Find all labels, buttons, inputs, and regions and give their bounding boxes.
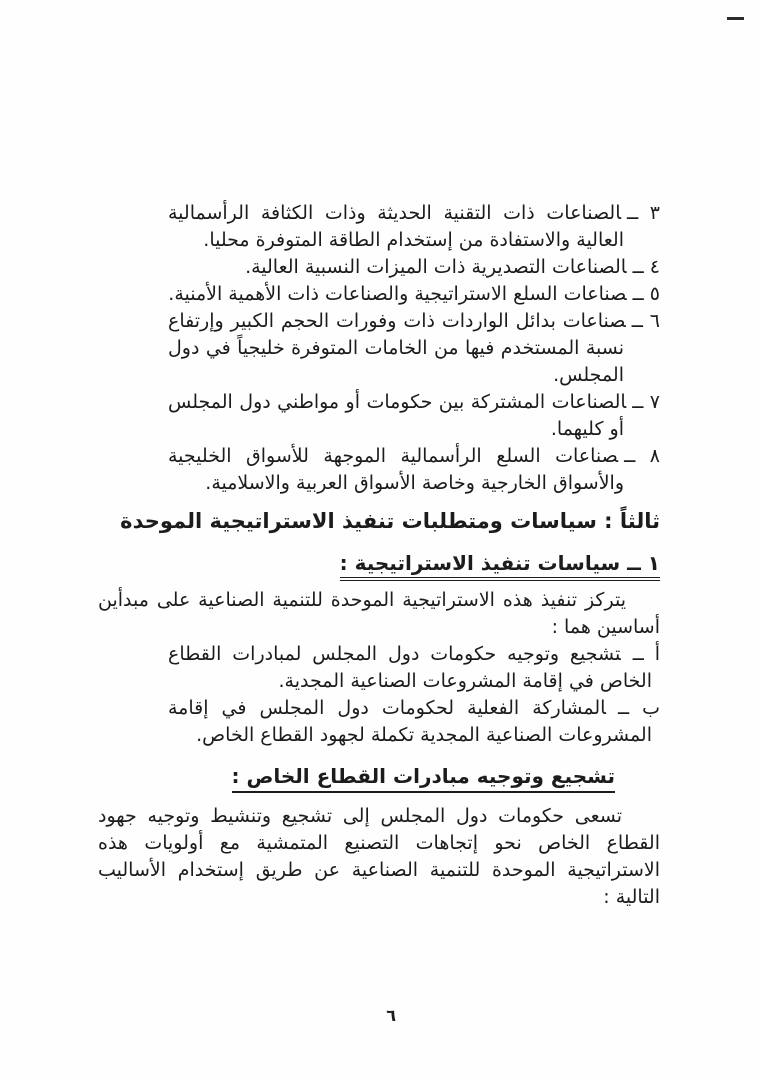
policies-subheading-text: ١ ــ سياسات تنفيذ الاستراتيجية : xyxy=(340,551,660,581)
list-item xyxy=(168,200,660,254)
item-marker: ٦ ــ xyxy=(631,310,660,332)
list-item xyxy=(168,281,660,308)
principle-marker: أ ــ xyxy=(632,643,660,665)
principle-text: تشجيع وتوجيه حكومات دول المجلس لمبادرات القطاع الخاص في إقامة المشروعات الصناعية المجدية. xyxy=(168,643,652,692)
policies-subheading xyxy=(98,549,660,577)
page-number: ٦ xyxy=(386,1006,396,1025)
list-item xyxy=(168,389,660,443)
item-text: الصناعات ذات التقنية الحديثة وذات الكثافة الرأسمالية العالية والاستفادة من إستخدام الطاقة المتوفرة محليا. xyxy=(168,202,624,251)
item-text: صناعات السلع الرأسمالية الموجهة للأسواق الخليجية والأسواق الخارجية وخاصة الأسواق العربية والاسلامية. xyxy=(168,445,624,494)
principle-item xyxy=(168,695,660,749)
numbered-list xyxy=(98,200,660,497)
item-marker: ٧ ــ xyxy=(632,391,660,413)
item-text: صناعات السلع الاستراتيجية والصناعات ذات الأهمية الأمنية. xyxy=(168,283,627,305)
principle-marker: ب ــ xyxy=(617,697,660,719)
item-text: الصناعات التصديرية ذات الميزات النسبية العالية. xyxy=(245,256,627,278)
closing-paragraph: تسعى حكومات دول المجلس إلى تشجيع وتنشيط وتوجيه جهود القطاع الخاص نحو إتجاهات التصنيع المتمشية مع أولويات هذه الاستراتيجية الموحدة للتنمية الصناعية عن طريق إستخدام الأساليب التالية : xyxy=(98,805,660,908)
intro-paragraph: يتركز تنفيذ هذه الاستراتيجية الموحدة للتنمية الصناعية على مبدأين أساسين هما : xyxy=(98,589,660,638)
item-marker: ٤ ــ xyxy=(632,256,660,278)
item-marker: ٨ ــ xyxy=(624,445,660,467)
item-text: الصناعات المشتركة بين حكومات أو مواطني دول المجلس أو كليهما. xyxy=(168,391,627,440)
private-sector-heading xyxy=(98,761,615,791)
principle-item xyxy=(168,641,660,695)
section-heading: ثالثاً : سياسات ومتطلبات تنفيذ الاستراتيجية الموحدة xyxy=(120,509,660,533)
list-item xyxy=(168,308,660,389)
list-item xyxy=(168,443,660,497)
corner-dash-mark xyxy=(727,17,744,20)
body-content xyxy=(98,0,660,911)
item-marker: ٥ ــ xyxy=(632,283,660,305)
item-text: صناعات بدائل الواردات ذات وفورات الحجم الكبير وإرتفاع نسبة المستخدم فيها من الخامات المتوفرة خليجياً في دول المجلس. xyxy=(168,310,626,386)
principles-list xyxy=(98,641,660,749)
principle-text: المشاركة الفعلية لحكومات دول المجلس في إقامة المشروعات الصناعية المجدية تكملة لجهود القطاع الخاص. xyxy=(168,697,652,746)
private-sector-heading-text: تشجيع وتوجيه مبادرات القطاع الخاص : xyxy=(232,764,616,793)
item-marker: ٣ ــ xyxy=(627,202,660,224)
list-item xyxy=(168,254,660,281)
